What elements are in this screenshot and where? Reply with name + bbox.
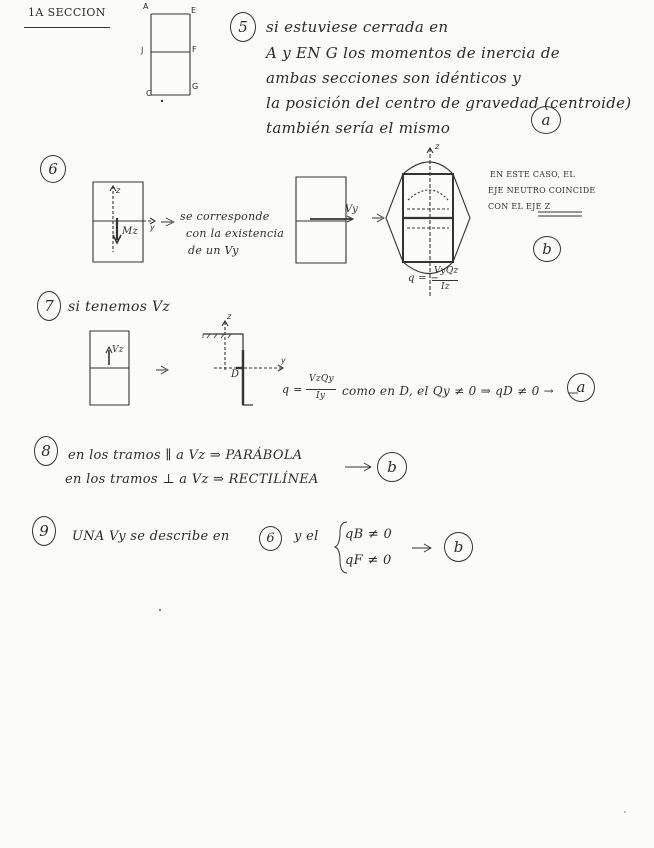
q7-formula-den: Iy [316, 391, 326, 401]
question-5-number: 5 [230, 12, 256, 42]
point-a-label: A [143, 2, 149, 11]
q6-formula-left: q = − [408, 273, 440, 284]
q7-force: Vz [112, 345, 124, 355]
q6-left-axis-z: z [116, 186, 121, 195]
q6-right-note-2: EJE NEUTRO COINCIDE [488, 186, 596, 195]
question-7-number: 7 [37, 291, 61, 321]
q6-right-note-3: CON EL EJE Z [488, 202, 551, 211]
q5-line-4: la posición del centro de gravedad (centroide) [266, 94, 632, 112]
question-6-number: 6 [40, 155, 66, 183]
q6-note-line-1: se corresponde [180, 210, 270, 223]
q7-tail: como en D, el Qy ≠ 0 ⇒ qD ≠ 0 → [342, 384, 554, 398]
q6-right-axis-z: z [435, 142, 440, 151]
q9-answer: b [444, 532, 473, 562]
q7-formula-bar [306, 389, 336, 390]
q6-formula-bar [432, 280, 458, 281]
q9-cond-1: qB ≠ 0 [345, 527, 393, 542]
q5-line-3: ambas secciones son idénticos y [266, 69, 521, 87]
page-title: 1A SECCION [28, 6, 106, 19]
q8-line-2: en los tramos ⊥ a Vz ⇒ RECTILÍNEA [65, 472, 319, 487]
q7-intro: si tenemos Vz [68, 299, 171, 315]
q6-note-line-3: de un Vy [188, 244, 239, 257]
point-g-label: G [192, 82, 199, 91]
q8-line-1: en los tramos ∥ a Vz ⇒ PARÁBOLA [68, 448, 303, 463]
q8-answer: b [377, 452, 407, 482]
point-j-label: J [141, 46, 144, 55]
q6-mid-force: Vy [345, 204, 359, 215]
point-f-label: F [192, 45, 197, 54]
q6-answer: b [533, 236, 561, 262]
q9-cond-2: qF ≠ 0 [345, 553, 392, 568]
point-e-label: E [191, 6, 197, 15]
q6-left-axis-y: y [150, 223, 155, 232]
q6-left-moment: Mz [122, 226, 139, 237]
q6-formula-num: VyQz [434, 266, 459, 276]
q5-line-1: si estuviese cerrada en [266, 18, 449, 36]
q5-answer: a [531, 106, 561, 134]
q9-ref: 6 [259, 526, 282, 551]
q6-note-line-2: con la existencia [186, 227, 285, 240]
q7-point-d: D [231, 369, 240, 380]
q7-axis-z: z [227, 312, 232, 321]
q6-right-note-1: EN ESTE CASO, EL [490, 170, 575, 179]
q9-and: y el [294, 529, 319, 544]
point-c-label: C [146, 89, 152, 98]
q9-text: UNA Vy se describe en [72, 529, 230, 544]
q7-formula-left: q = − [282, 383, 316, 396]
q5-line-2: A y EN G los momentos de inercia de [266, 44, 560, 62]
title-underline [24, 27, 110, 28]
question-8-number: 8 [34, 436, 58, 466]
q7-axis-y: y [281, 356, 286, 365]
q7-answer: a [567, 373, 595, 402]
question-9-number: 9 [32, 516, 56, 546]
q7-formula-num: VzQy [309, 374, 334, 384]
q6-formula-den: Iz [441, 282, 450, 292]
q5-line-5: también sería el mismo [266, 119, 451, 137]
